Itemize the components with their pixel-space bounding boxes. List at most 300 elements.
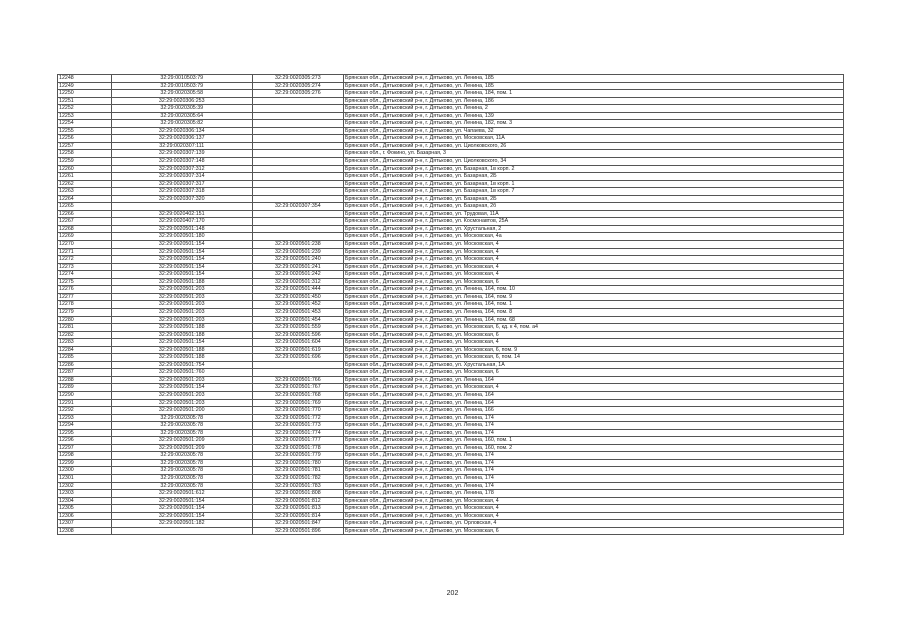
cadastral-number-cell: 32:29:0020305:78: [111, 459, 252, 467]
table-row: [58, 346, 844, 354]
object-cadastral-number-cell: 32:29:0020501:444: [252, 286, 343, 294]
address-cell: Брянская обл., Дятьковский р-н, г. Дятьково, ул. Московская, 6, пом. 14: [343, 354, 843, 362]
row-number-cell: 12262: [58, 180, 112, 188]
cadastral-number-cell: 32:29:0020307:320: [111, 195, 252, 203]
row-number-cell: 12268: [58, 225, 112, 233]
object-cadastral-number-cell: [252, 127, 343, 135]
address-cell: Брянская обл., Дятьковский р-н, г. Дятьково, ул. Московская, 4: [343, 241, 843, 249]
table-row: [58, 180, 844, 188]
address-cell: Брянская обл., Дятьковский р-н, г. Дятьково, ул. Ленина, 174: [343, 422, 843, 430]
row-number-cell: 12270: [58, 241, 112, 249]
table-row: [58, 82, 844, 90]
table-row: [58, 339, 844, 347]
address-cell: Брянская обл., Дятьковский р-н, г. Дятьково, ул. Хрустальная, 2: [343, 225, 843, 233]
row-number-cell: 12259: [58, 158, 112, 166]
cadastral-number-cell: 32:29:0020305:64: [111, 112, 252, 120]
table-row: [58, 527, 844, 535]
row-number-cell: 12293: [58, 414, 112, 422]
cadastral-number-cell: 32:29:0020501:203: [111, 301, 252, 309]
cadastral-number-cell: 32:29:0020305:78: [111, 482, 252, 490]
cadastral-number-cell: 32:29:0020501:200: [111, 407, 252, 415]
row-number-cell: 12274: [58, 271, 112, 279]
object-cadastral-number-cell: [252, 361, 343, 369]
table-row: [58, 459, 844, 467]
table-row: [58, 278, 844, 286]
table-row: [58, 127, 844, 135]
row-number-cell: 12302: [58, 482, 112, 490]
address-cell: Брянская обл., Дятьковский р-н, г. Дятьково, ул. Московская, 4: [343, 505, 843, 513]
address-cell: Брянская обл., Дятьковский р-н, г. Дятьково, ул. Базарная, 1в корп. 1: [343, 180, 843, 188]
cadastral-number-cell: 32:29:0020501:760: [111, 369, 252, 377]
address-cell: Брянская обл., Дятьковский р-н, г. Дятьково, ул. Базарная, 1в корп. 2: [343, 165, 843, 173]
object-cadastral-number-cell: 32:29:0020501:696: [252, 354, 343, 362]
table-row: [58, 354, 844, 362]
object-cadastral-number-cell: 32:29:0020501:847: [252, 520, 343, 528]
address-cell: Брянская обл., Дятьковский р-н, г. Дятьково, ул. Московская, 4: [343, 512, 843, 520]
address-cell: Брянская обл., Дятьковский р-н, г. Дятьково, ул. Московская, 6: [343, 278, 843, 286]
object-cadastral-number-cell: [252, 142, 343, 150]
cadastral-number-cell: 32:29:0020307:317: [111, 180, 252, 188]
object-cadastral-number-cell: 32:29:0020501:780: [252, 459, 343, 467]
cadastral-number-cell: 32:29:0010503:79: [111, 82, 252, 90]
table-row: [58, 97, 844, 105]
row-number-cell: 12257: [58, 142, 112, 150]
cadastral-number-cell: 32:29:0020305:78: [111, 474, 252, 482]
row-number-cell: 12252: [58, 105, 112, 113]
cadastral-number-cell: 32:29:0020305:78: [111, 467, 252, 475]
row-number-cell: 12304: [58, 497, 112, 505]
cadastral-number-cell: 32:29:0020501:203: [111, 286, 252, 294]
object-cadastral-number-cell: 32:29:0020501:241: [252, 263, 343, 271]
address-cell: Брянская обл., Дятьковский р-н, г. Дятьково, ул. Ленина, 166: [343, 407, 843, 415]
address-cell: Брянская обл., Дятьковский р-н, г. Дятьково, ул. Ленина, 164, пом. 10: [343, 286, 843, 294]
address-cell: Брянская обл., Дятьковский р-н, г. Дятьково, ул. Московская, 4а: [343, 233, 843, 241]
object-cadastral-number-cell: [252, 158, 343, 166]
cadastral-number-cell: 32:29:0020306:253: [111, 97, 252, 105]
table-row: [58, 482, 844, 490]
table-row: [58, 241, 844, 249]
registry-table-body: [58, 75, 844, 535]
row-number-cell: 12265: [58, 203, 112, 211]
cadastral-number-cell: 32:29:0020501:154: [111, 339, 252, 347]
row-number-cell: 12277: [58, 293, 112, 301]
address-cell: Брянская обл., Дятьковский р-н, г. Дятьково, ул. Ленина, 185: [343, 82, 843, 90]
table-row: [58, 188, 844, 196]
row-number-cell: 12303: [58, 490, 112, 498]
row-number-cell: 12271: [58, 248, 112, 256]
object-cadastral-number-cell: 32:29:0020501:813: [252, 505, 343, 513]
address-cell: Брянская обл., Дятьковский р-н, г. Дятьково, ул. Хрустальная, 1А: [343, 361, 843, 369]
table-row: [58, 399, 844, 407]
cadastral-number-cell: 32:29:0020402:151: [111, 210, 252, 218]
object-cadastral-number-cell: 32:29:0020307:354: [252, 203, 343, 211]
address-cell: Брянская обл., Дятьковский р-н, г. Дятьково, ул. Ленина, 186: [343, 97, 843, 105]
row-number-cell: 12267: [58, 218, 112, 226]
address-cell: Брянская обл., Дятьковский р-н, г. Дятьково, ул. Ленина, 164: [343, 399, 843, 407]
object-cadastral-number-cell: 32:29:0020501:240: [252, 256, 343, 264]
table-row: [58, 512, 844, 520]
row-number-cell: 12269: [58, 233, 112, 241]
object-cadastral-number-cell: 32:29:0020501:238: [252, 241, 343, 249]
row-number-cell: 12295: [58, 429, 112, 437]
page-number: 202: [446, 590, 459, 597]
address-cell: Брянская обл., Дятьковский р-н, г. Дятьково, ул. Московская, 6: [343, 527, 843, 535]
object-cadastral-number-cell: 32:29:0020501:777: [252, 437, 343, 445]
cadastral-number-cell: 32:29:0020501:203: [111, 391, 252, 399]
cadastral-number-cell: 32:29:0020307:148: [111, 158, 252, 166]
object-cadastral-number-cell: [252, 210, 343, 218]
table-row: [58, 210, 844, 218]
row-number-cell: 12264: [58, 195, 112, 203]
cadastral-number-cell: 32:29:0020501:203: [111, 316, 252, 324]
row-number-cell: 12263: [58, 188, 112, 196]
cadastral-number-cell: 32:29:0020501:154: [111, 248, 252, 256]
table-row: [58, 369, 844, 377]
table-row: [58, 256, 844, 264]
row-number-cell: 12272: [58, 256, 112, 264]
row-number-cell: 12287: [58, 369, 112, 377]
address-cell: Брянская обл., Дятьковский р-н, г. Дятьково, ул. Ленина, 2: [343, 105, 843, 113]
table-row: [58, 120, 844, 128]
table-row: [58, 286, 844, 294]
table-row: [58, 225, 844, 233]
table-row: [58, 142, 844, 150]
address-cell: Брянская обл., Дятьковский р-н, г. Дятьково, ул. Ленина, 182, пом. 3: [343, 120, 843, 128]
object-cadastral-number-cell: 32:29:0020501:783: [252, 482, 343, 490]
row-number-cell: 12298: [58, 452, 112, 460]
table-row: [58, 520, 844, 528]
object-cadastral-number-cell: [252, 135, 343, 143]
object-cadastral-number-cell: 32:29:0020501:769: [252, 399, 343, 407]
address-cell: Брянская обл., Дятьковский р-н, г. Дятьково, ул. Московская, 6, кд. к 4, пом. а4: [343, 324, 843, 332]
object-cadastral-number-cell: 32:29:0020501:782: [252, 474, 343, 482]
table-row: [58, 233, 844, 241]
cadastral-number-cell: 32:29:0020305:82: [111, 120, 252, 128]
row-number-cell: 12279: [58, 308, 112, 316]
cadastral-number-cell: 32:29:0020501:188: [111, 331, 252, 339]
cadastral-number-cell: 32:29:0020306:137: [111, 135, 252, 143]
row-number-cell: 12297: [58, 444, 112, 452]
row-number-cell: 12258: [58, 150, 112, 158]
object-cadastral-number-cell: 32:29:0020501:450: [252, 293, 343, 301]
object-cadastral-number-cell: 32:29:0020501:453: [252, 308, 343, 316]
registry-table: [57, 74, 844, 535]
cadastral-number-cell: 32:29:0020501:188: [111, 346, 252, 354]
address-cell: Брянская обл., Дятьковский р-н, г. Дятьково, ул. Ленина, 139: [343, 112, 843, 120]
row-number-cell: 12307: [58, 520, 112, 528]
address-cell: Брянская обл., Дятьковский р-н, г. Дятьково, ул. Ленина, 164, пом. 9: [343, 293, 843, 301]
row-number-cell: 12251: [58, 97, 112, 105]
address-cell: Брянская обл., Дятьковский р-н, г. Дятьково, ул. Ленина, 185: [343, 75, 843, 83]
object-cadastral-number-cell: [252, 180, 343, 188]
table-row: [58, 422, 844, 430]
address-cell: Брянская обл., Дятьковский р-н, г. Дятьково, ул. Московская, 6, пом. 9: [343, 346, 843, 354]
table-row: [58, 248, 844, 256]
table-row: [58, 293, 844, 301]
row-number-cell: 12300: [58, 467, 112, 475]
table-row: [58, 452, 844, 460]
cadastral-number-cell: 32:29:0020501:188: [111, 278, 252, 286]
object-cadastral-number-cell: 32:29:0020501:312: [252, 278, 343, 286]
address-cell: Брянская обл., Дятьковский р-н, г. Дятьково, ул. Ленина, 174: [343, 452, 843, 460]
object-cadastral-number-cell: 32:29:0020501:452: [252, 301, 343, 309]
row-number-cell: 12289: [58, 384, 112, 392]
address-cell: Брянская обл., Дятьковский р-н, г. Дятьково, ул. Ленина, 174: [343, 414, 843, 422]
object-cadastral-number-cell: 32:29:0020305:276: [252, 90, 343, 98]
row-number-cell: 12256: [58, 135, 112, 143]
cadastral-number-cell: 32:29:0020501:154: [111, 263, 252, 271]
address-cell: Брянская обл., Дятьковский р-н, г. Дятьково, ул. Ленина, 164: [343, 376, 843, 384]
address-cell: Брянская обл., Дятьковский р-н, г. Дятьково, ул. Московская, 11А: [343, 135, 843, 143]
row-number-cell: 12266: [58, 210, 112, 218]
object-cadastral-number-cell: [252, 165, 343, 173]
table-row: [58, 444, 844, 452]
row-number-cell: 12261: [58, 173, 112, 181]
table-row: [58, 203, 844, 211]
address-cell: Брянская обл., Дятьковский р-н, г. Дятьково, ул. Московская, 4: [343, 339, 843, 347]
object-cadastral-number-cell: 32:29:0020501:559: [252, 324, 343, 332]
table-row: [58, 150, 844, 158]
object-cadastral-number-cell: [252, 112, 343, 120]
object-cadastral-number-cell: 32:29:0020501:779: [252, 452, 343, 460]
cadastral-number-cell: 32:29:0020501:612: [111, 490, 252, 498]
address-cell: Брянская обл., Дятьковский р-н, г. Дятьково, ул. Ленина, 174: [343, 482, 843, 490]
cadastral-number-cell: 32:29:0020305:58: [111, 90, 252, 98]
row-number-cell: 12273: [58, 263, 112, 271]
table-row: [58, 437, 844, 445]
table-row: [58, 429, 844, 437]
cadastral-number-cell: 32:29:0020407:170: [111, 218, 252, 226]
row-number-cell: 12250: [58, 90, 112, 98]
address-cell: Брянская обл., Дятьковский р-н, г. Дятьково, ул. Циолковского, 26: [343, 142, 843, 150]
cadastral-number-cell: 32:29:0020501:154: [111, 384, 252, 392]
table-row: [58, 105, 844, 113]
table-row: [58, 324, 844, 332]
address-cell: Брянская обл., Дятьковский р-н, г. Дятьково, ул. Московская, 6: [343, 331, 843, 339]
object-cadastral-number-cell: 32:29:0020501:767: [252, 384, 343, 392]
object-cadastral-number-cell: 32:29:0020501:619: [252, 346, 343, 354]
address-cell: Брянская обл., Дятьковский р-н, г. Дятьково, ул. Ленина, 160, пом. 2: [343, 444, 843, 452]
object-cadastral-number-cell: [252, 105, 343, 113]
address-cell: Брянская обл., Дятьковский р-н, г. Дятьково, ул. Чапаева, 32: [343, 127, 843, 135]
cadastral-number-cell: 32:29:0020501:148: [111, 225, 252, 233]
object-cadastral-number-cell: 32:29:0020501:596: [252, 331, 343, 339]
row-number-cell: 12301: [58, 474, 112, 482]
cadastral-number-cell: 32:29:0020501:154: [111, 256, 252, 264]
row-number-cell: 12275: [58, 278, 112, 286]
object-cadastral-number-cell: [252, 188, 343, 196]
object-cadastral-number-cell: 32:29:0020501:604: [252, 339, 343, 347]
object-cadastral-number-cell: 32:29:0020501:454: [252, 316, 343, 324]
table-row: [58, 173, 844, 181]
object-cadastral-number-cell: 32:29:0020501:778: [252, 444, 343, 452]
cadastral-number-cell: 32:29:0020305:78: [111, 452, 252, 460]
object-cadastral-number-cell: 32:29:0020501:808: [252, 490, 343, 498]
cadastral-number-cell: 32:29:0020501:203: [111, 308, 252, 316]
table-row: [58, 308, 844, 316]
cadastral-number-cell: 32:29:0020501:209: [111, 444, 252, 452]
row-number-cell: 12249: [58, 82, 112, 90]
object-cadastral-number-cell: [252, 150, 343, 158]
row-number-cell: 12290: [58, 391, 112, 399]
object-cadastral-number-cell: [252, 97, 343, 105]
cadastral-number-cell: 32:29:0020305:78: [111, 422, 252, 430]
object-cadastral-number-cell: 32:29:0020501:242: [252, 271, 343, 279]
row-number-cell: 12291: [58, 399, 112, 407]
address-cell: Брянская обл., Дятьковский р-н, г. Дятьково, ул. Ленина, 164, пом. 68: [343, 316, 843, 324]
table-row: [58, 376, 844, 384]
cadastral-number-cell: 32:29:0020501:203: [111, 399, 252, 407]
table-row: [58, 90, 844, 98]
row-number-cell: 12288: [58, 376, 112, 384]
cadastral-number-cell: 32:29:0020306:134: [111, 127, 252, 135]
cadastral-number-cell: 32:29:0020501:154: [111, 512, 252, 520]
cadastral-number-cell: 32:29:0020501:154: [111, 271, 252, 279]
address-cell: Брянская обл., Дятьковский р-н, г. Дятьково, ул. Космонавтов, 25А: [343, 218, 843, 226]
row-number-cell: 12308: [58, 527, 112, 535]
cadastral-number-cell: 32:29:0020305:78: [111, 429, 252, 437]
row-number-cell: 12283: [58, 339, 112, 347]
row-number-cell: 12292: [58, 407, 112, 415]
cadastral-number-cell: 32:29:0020307:318: [111, 188, 252, 196]
address-cell: Брянская обл., Дятьковский р-н, г. Дятьково, ул. Ленина, 174: [343, 459, 843, 467]
table-row: [58, 474, 844, 482]
address-cell: Брянская обл., Дятьковский р-н, г. Дятьково, ул. Ленина, 174: [343, 474, 843, 482]
object-cadastral-number-cell: [252, 195, 343, 203]
object-cadastral-number-cell: 32:29:0020501:770: [252, 407, 343, 415]
object-cadastral-number-cell: [252, 120, 343, 128]
table-row: [58, 414, 844, 422]
table-row: [58, 218, 844, 226]
object-cadastral-number-cell: [252, 225, 343, 233]
table-row: [58, 467, 844, 475]
table-row: [58, 271, 844, 279]
object-cadastral-number-cell: 32:29:0020501:896: [252, 527, 343, 535]
table-row: [58, 384, 844, 392]
row-number-cell: 12286: [58, 361, 112, 369]
table-row: [58, 490, 844, 498]
row-number-cell: 12306: [58, 512, 112, 520]
address-cell: Брянская обл., Дятьковский р-н, г. Дятьково, ул. Базарная, 2Б: [343, 173, 843, 181]
row-number-cell: 12281: [58, 324, 112, 332]
row-number-cell: 12299: [58, 459, 112, 467]
address-cell: Брянская обл., Дятьковский р-н, г. Дятьково, ул. Ленина, 164, пом. 1: [343, 301, 843, 309]
row-number-cell: 12284: [58, 346, 112, 354]
cadastral-number-cell: 32:29:0020501:154: [111, 241, 252, 249]
address-cell: Брянская обл., Дятьковский р-н, г. Дятьково, ул. Трудовая, 11А: [343, 210, 843, 218]
row-number-cell: 12276: [58, 286, 112, 294]
object-cadastral-number-cell: 32:29:0020501:773: [252, 422, 343, 430]
address-cell: Брянская обл., Дятьковский р-н, г. Дятьково, ул. Ленина, 184, пом. 1: [343, 90, 843, 98]
table-row: [58, 158, 844, 166]
cadastral-number-cell: 32:29:0010503:79: [111, 75, 252, 83]
object-cadastral-number-cell: 32:29:0020501:239: [252, 248, 343, 256]
address-cell: Брянская обл., Дятьковский р-н, г. Дятьково, ул. Базарная, 2б: [343, 203, 843, 211]
row-number-cell: 12282: [58, 331, 112, 339]
address-cell: Брянская обл., Дятьковский р-н, г. Дятьково, ул. Базарная, 2Б: [343, 195, 843, 203]
row-number-cell: 12248: [58, 75, 112, 83]
row-number-cell: 12253: [58, 112, 112, 120]
object-cadastral-number-cell: 32:29:0020501:772: [252, 414, 343, 422]
cadastral-number-cell: 32:29:0020307:312: [111, 165, 252, 173]
address-cell: Брянская обл., Дятьковский р-н, г. Дятьково, ул. Московская, 6: [343, 369, 843, 377]
cadastral-number-cell: 32:29:0020501:154: [111, 505, 252, 513]
address-cell: Брянская обл., Дятьковский р-н, г. Дятьково, ул. Ленина, 174: [343, 429, 843, 437]
object-cadastral-number-cell: 32:29:0020501:768: [252, 391, 343, 399]
address-cell: Брянская обл., Дятьковский р-н, г. Дятьково, ул. Московская, 4: [343, 497, 843, 505]
cadastral-number-cell: 32:29:0020307:314: [111, 173, 252, 181]
table-row: [58, 505, 844, 513]
table-row: [58, 75, 844, 83]
address-cell: Брянская обл., Дятьковский р-н, г. Дятьково, ул. Ленина, 164: [343, 391, 843, 399]
cadastral-number-cell: 32:29:0020501:182: [111, 520, 252, 528]
cadastral-number-cell: 32:29:0020501:209: [111, 437, 252, 445]
row-number-cell: 12285: [58, 354, 112, 362]
row-number-cell: 12305: [58, 505, 112, 513]
address-cell: Брянская обл., Дятьковский р-н, г. Дятьково, ул. Московская, 4: [343, 384, 843, 392]
table-row: [58, 165, 844, 173]
address-cell: Брянская обл., Дятьковский р-н, г. Дятьково, ул. Московская, 4: [343, 248, 843, 256]
object-cadastral-number-cell: [252, 173, 343, 181]
table-row: [58, 407, 844, 415]
object-cadastral-number-cell: 32:29:0020305:273: [252, 75, 343, 83]
object-cadastral-number-cell: 32:29:0020501:812: [252, 497, 343, 505]
object-cadastral-number-cell: [252, 369, 343, 377]
table-row: [58, 301, 844, 309]
address-cell: Брянская обл., Дятьковский р-н, г. Дятьково, ул. Московская, 4: [343, 271, 843, 279]
address-cell: Брянская обл., Дятьковский р-н, г. Дятьково, ул. Орловская, 4: [343, 520, 843, 528]
address-cell: Брянская обл., Дятьковский р-н, г. Дятьково, ул. Московская, 4: [343, 256, 843, 264]
object-cadastral-number-cell: 32:29:0020501:774: [252, 429, 343, 437]
cadastral-number-cell: 32:29:0020501:154: [111, 497, 252, 505]
object-cadastral-number-cell: [252, 233, 343, 241]
row-number-cell: 12278: [58, 301, 112, 309]
object-cadastral-number-cell: 32:29:0020501:766: [252, 376, 343, 384]
table-row: [58, 497, 844, 505]
row-number-cell: 12254: [58, 120, 112, 128]
cadastral-number-cell: 32:29:0020501:180: [111, 233, 252, 241]
row-number-cell: 12294: [58, 422, 112, 430]
table-row: [58, 195, 844, 203]
table-row: [58, 112, 844, 120]
cadastral-number-cell: 32:29:0020501:188: [111, 354, 252, 362]
object-cadastral-number-cell: 32:29:0020305:274: [252, 82, 343, 90]
address-cell: Брянская обл., Дятьковский р-н, г. Дятьково, ул. Ленина, 160, пом. 1: [343, 437, 843, 445]
address-cell: Брянская обл., Дятьковский р-н, г. Дятьково, ул. Московская, 4: [343, 263, 843, 271]
table-row: [58, 331, 844, 339]
address-cell: Брянская обл., Дятьковский р-н, г. Дятьково, ул. Ленина, 178: [343, 490, 843, 498]
object-cadastral-number-cell: 32:29:0020501:781: [252, 467, 343, 475]
cadastral-number-cell: 32:29:0020501:188: [111, 324, 252, 332]
address-cell: Брянская обл., Дятьковский р-н, г. Дятьково, ул. Ленина, 174: [343, 467, 843, 475]
cadastral-number-cell: [111, 527, 252, 535]
cadastral-number-cell: 32:29:0020307:139: [111, 150, 252, 158]
cadastral-number-cell: 32:29:0020305:39: [111, 105, 252, 113]
object-cadastral-number-cell: 32:29:0020501:814: [252, 512, 343, 520]
address-cell: Брянская обл., Дятьковский р-н, г. Дятьково, ул. Циолковского, 34: [343, 158, 843, 166]
row-number-cell: 12260: [58, 165, 112, 173]
cadastral-number-cell: 32:29:0020501:203: [111, 293, 252, 301]
cadastral-number-cell: 32:29:0020305:78: [111, 414, 252, 422]
table-row: [58, 135, 844, 143]
table-row: [58, 391, 844, 399]
cadastral-number-cell: 32:29:0020501:203: [111, 376, 252, 384]
cadastral-number-cell: 32:29:0020501:754: [111, 361, 252, 369]
table-row: [58, 263, 844, 271]
object-cadastral-number-cell: [252, 218, 343, 226]
row-number-cell: 12280: [58, 316, 112, 324]
address-cell: Брянская обл., г. Фокино, ул. Базарная, 3: [343, 150, 843, 158]
